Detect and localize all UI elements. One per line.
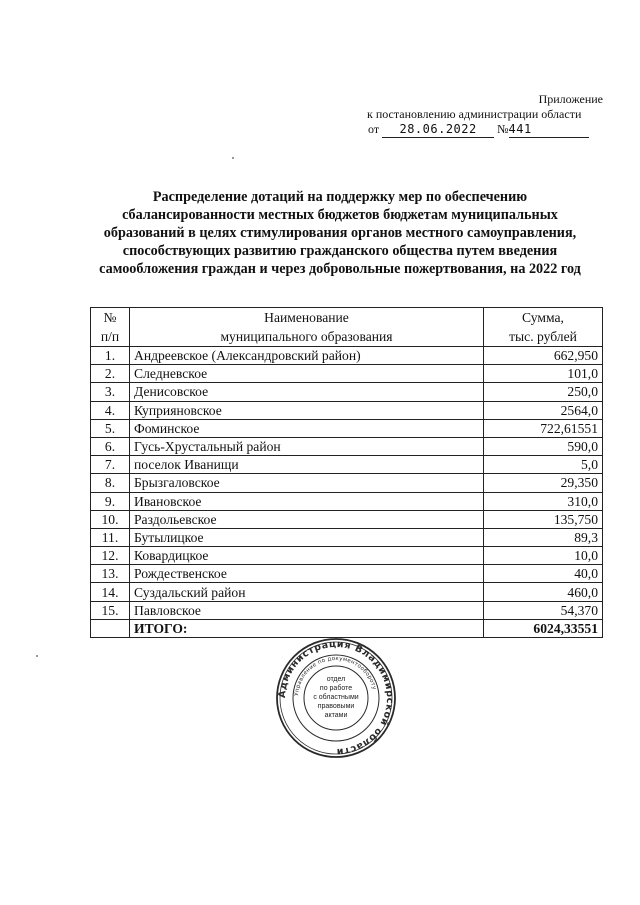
table-row: [91, 474, 603, 492]
row-number: 9.: [91, 492, 130, 510]
table-row: [91, 547, 603, 565]
row-name: Рождественское: [130, 565, 484, 583]
header-sum: Сумма,: [484, 308, 603, 328]
row-name: Фоминское: [130, 419, 484, 437]
appendix-label: Приложение: [538, 92, 603, 106]
row-sum: 250,0: [484, 383, 603, 401]
row-number: 7.: [91, 456, 130, 474]
table-row: [91, 565, 603, 583]
row-name: Денисовское: [130, 383, 484, 401]
table-row: [91, 510, 603, 528]
row-sum: 590,0: [484, 437, 603, 455]
stamp-center-line: правовыми: [317, 703, 355, 710]
table-row: [91, 528, 603, 546]
row-number: 8.: [91, 474, 130, 492]
table-row: [91, 347, 603, 365]
row-name: Ковардицкое: [130, 547, 484, 565]
title-line: способствующих развитию гражданского общества путем введения: [122, 243, 558, 259]
row-sum: 29,350: [484, 474, 603, 492]
header-row-1: [91, 308, 603, 328]
row-name: Андреевское (Александровский район): [130, 347, 484, 365]
row-sum: 722,61551: [484, 419, 603, 437]
row-number: 14.: [91, 583, 130, 601]
row-name: Павловское: [130, 601, 484, 619]
row-number: 13.: [91, 565, 130, 583]
table-row: [91, 383, 603, 401]
row-name: Брызгаловское: [130, 474, 484, 492]
row-sum: 460,0: [484, 583, 603, 601]
row-name: поселок Иванищи: [130, 456, 484, 474]
table-row: [91, 601, 603, 619]
scan-speck: [36, 655, 38, 657]
row-number: 5.: [91, 419, 130, 437]
stamp-center-line: актами: [324, 712, 348, 719]
row-number: 6.: [91, 437, 130, 455]
scan-speck: [232, 157, 234, 159]
total-sum: 6024,33551: [484, 619, 603, 637]
stamp-outer-text: Администрация Владимирской области: [276, 638, 396, 758]
title-line: сбалансированности местных бюджетов бюджетам муниципальных: [122, 207, 558, 223]
row-sum: 54,370: [484, 601, 603, 619]
row-sum: 310,0: [484, 492, 603, 510]
header-sum-sub: тыс. рублей: [484, 327, 603, 347]
header-name: Наименование: [130, 308, 484, 328]
stamp-center-line: по работе: [319, 685, 353, 692]
table-header: [91, 308, 603, 347]
row-sum: 5,0: [484, 456, 603, 474]
row-name: Суздальский район: [130, 583, 484, 601]
date-value: 28.06.2022: [382, 122, 494, 138]
number-prefix: №: [497, 122, 509, 136]
table-row: [91, 456, 603, 474]
row-sum: 101,0: [484, 365, 603, 383]
official-stamp: [275, 637, 397, 759]
row-number: 11.: [91, 528, 130, 546]
row-number: 12.: [91, 547, 130, 565]
row-number: 10.: [91, 510, 130, 528]
row-sum: 10,0: [484, 547, 603, 565]
header-row-2: [91, 327, 603, 347]
header-no: №: [91, 308, 130, 328]
row-name: Гусь-Хрустальный район: [130, 437, 484, 455]
row-sum: 2564,0: [484, 401, 603, 419]
table-row: [91, 401, 603, 419]
table-row: [91, 583, 603, 601]
row-name: Ивановское: [130, 492, 484, 510]
number-value: 441: [509, 122, 589, 138]
row-name: Бутылицкое: [130, 528, 484, 546]
table-row: [91, 437, 603, 455]
row-number: 2.: [91, 365, 130, 383]
header-no-sub: п/п: [91, 327, 130, 347]
table-body: [91, 347, 603, 638]
resolution-line: к постановлению администрации области: [367, 107, 582, 121]
date-number-line: [365, 122, 605, 138]
row-number: 1.: [91, 347, 130, 365]
row-sum: 135,750: [484, 510, 603, 528]
row-name: Следневское: [130, 365, 484, 383]
row-name: Раздольевское: [130, 510, 484, 528]
total-empty-cell: [91, 619, 130, 637]
table-row: [91, 419, 603, 437]
document-title: [60, 188, 620, 278]
subsidy-table: [90, 307, 603, 638]
stamp-center-line: отдел: [326, 676, 346, 683]
table-row: [91, 492, 603, 510]
total-row: [91, 619, 603, 637]
stamp-inner-text: Управление по документообороту: [294, 655, 378, 697]
row-sum: 662,950: [484, 347, 603, 365]
title-line: самообложения граждан и через добровольные пожертвования, на 2022 год: [99, 261, 581, 277]
date-prefix: от: [368, 122, 380, 136]
row-sum: 89,3: [484, 528, 603, 546]
row-number: 3.: [91, 383, 130, 401]
header-name-sub: муниципального образования: [130, 327, 484, 347]
stamp-center-line: с областными: [313, 694, 359, 701]
title-line: Распределение дотаций на поддержку мер по обеспечению: [152, 189, 528, 205]
row-number: 15.: [91, 601, 130, 619]
appendix-header: [365, 92, 605, 138]
total-label: ИТОГО:: [130, 619, 484, 637]
row-name: Куприяновское: [130, 401, 484, 419]
row-sum: 40,0: [484, 565, 603, 583]
row-number: 4.: [91, 401, 130, 419]
title-line: образований в целях стимулирования органов местного самоуправления,: [103, 225, 577, 241]
table-row: [91, 365, 603, 383]
